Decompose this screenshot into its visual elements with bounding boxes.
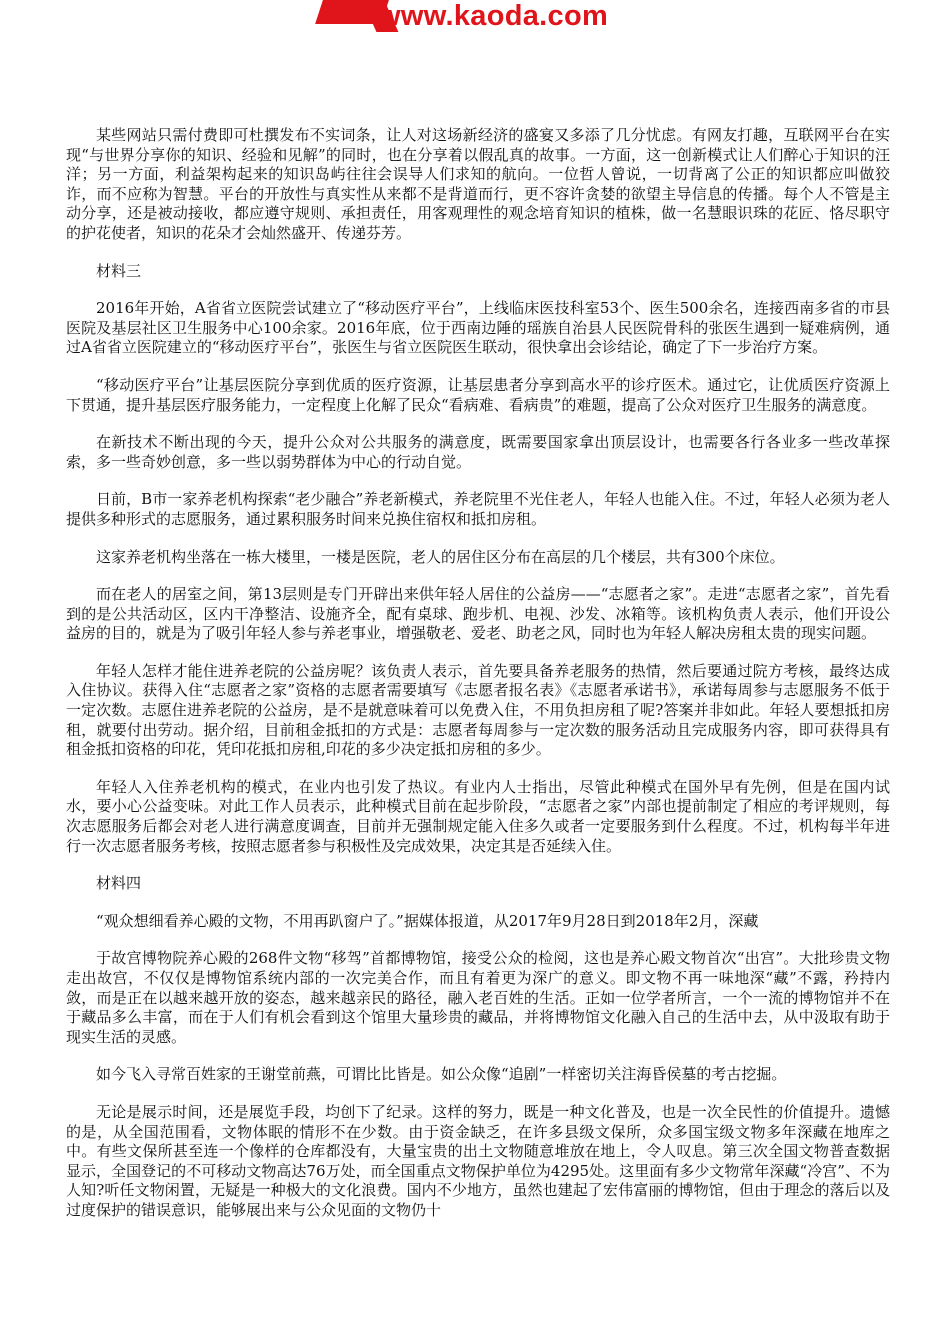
paragraph: 日前，B市一家养老机构探索“老少融合”养老新模式，养老院里不光住老人，年轻人也能入住。不过，年轻人必须为老人提供多种形式的志愿服务，通过累积服务时间来兑换住宿权和抵扣房租。 (66, 490, 890, 528)
paragraph: 无论是展示时间，还是展览手段，均创下了纪录。这样的努力，既是一种文化普及，也是一次全民性的价值提升。遗憾的是，从全国范围看，文物体眠的情形不在少数。由于资金缺乏，在许多县级文保所，众多国宝级文物多年深藏在地库之中。有些文保所甚至连一个像样的仓库都没有，大量宝贵的出土文物随意堆放在地上，令人叹息。第三次全国文物普查数据显示，全国登记的不可移动文物高达76万处，而全国重点文物保护单位为4295处。这里面有多少文物常年深藏“冷宫”、不为人知?听任文物闲置，无疑是一种极大的文化浪费。国内不少地方，虽然也建起了宏伟富丽的博物馆，但由于理念的落后以及过度保护的错误意识，能够展出来与公众见面的文物仍十 (66, 1102, 890, 1219)
paragraph: 某些网站只需付费即可杜撰发布不实词条，让人对这场新经济的盛宴又多添了几分忧虑。有网友打趣，互联网平台在实现“与世界分享你的知识、经验和见解”的同时，也在分享着以假乱真的故事。一方面，这一创新模式让人们醉心于知识的汪洋；另一方面，利益架构起来的知识岛屿往往会误导人们求知的航向。一位哲人曾说，一切背离了公正的知识都应叫做狡诈，而不应称为智慧。平台的开放性与真实性从来都不是背道而行，更不容许贪婪的欲望主导信息的传播。每个人不管是主动分享，还是被动接收，都应遵守规则、承担责任，用客观理性的观念培育知识的植株，做一名慧眼识珠的花匠、恪尽职守的护花使者，知识的花朵才会灿然盛开、传递芬芳。 (66, 126, 890, 242)
section-heading: 材料四 (96, 874, 142, 893)
paragraph: 如今飞入寻常百姓家的王谢堂前燕，可谓比比皆是。如公众像“追剧”一样密切关注海昏侯墓的考古挖掘。 (96, 1065, 787, 1084)
paragraph: 年轻人怎样才能住进养老院的公益房呢？该负责人表示，首先要具备养老服务的热情，然后要通过院方考核，最终达成入住协议。获得入住“志愿者之家”资格的志愿者需要填写《志愿者报名表》《志愿者承诺书》，承诺每周参与志愿服务不低于一定次数。志愿住进养老院的公益房，是不是就意味着可以免费入住，不用负担房租了呢?答案并非如此。年轻人要想抵扣房租，就要付出劳动。据介绍，目前租金抵扣的方式是：志愿者每周参与一定次数的服务活动且完成服务内容，即可获得具有租金抵扣资格的印花，凭印花抵扣房租,印花的多少决定抵扣房租的多少。 (66, 661, 890, 759)
site-header (310, 0, 650, 40)
paragraph: “观众想细看养心殿的文物，不用再趴窗户了。”据媒体报道，从2017年9月28日到2018年2月，深藏 (96, 911, 759, 930)
paragraph: 2016年开始，A省省立医院尝试建立了“移动医疗平台”，上线临床医技科室53个、医生500余名，连接西南多省的市县医院及基层社区卫生服务中心100余家。2016年底，位于西南边陲的瑶族自治县人民医院骨科的张医生遇到一疑难病例，通过A省省立医院建立的“移动医疗平台”，张医生与省立医院医生联动，很快拿出会诊结论，确定了下一步治疗方案。 (66, 299, 890, 357)
paragraph: 而在老人的居室之间，第13层则是专门开辟出来供年轻人居住的公益房——“志愿者之家”。走进“志愿者之家”，首先看到的是公共活动区，区内干净整洁、设施齐全，配有桌球、跑步机、电视、沙发、冰箱等。该机构负责人表示，他们开设公益房的目的，就是为了吸引年轻人参与养老事业，增强敬老、爱老、助老之风，同时也为年轻人解决房租太贵的现实问题。 (66, 585, 890, 643)
section-heading: 材料三 (96, 261, 142, 280)
paragraph: 在新技术不断出现的今天，提升公众对公共服务的满意度，既需要国家拿出顶层设计，也需要各行各业多一些改革探索，多一些奇妙创意，多一些以弱势群体为中心的行动自觉。 (66, 433, 890, 471)
paragraph: 这家养老机构坐落在一栋大楼里，一楼是医院，老人的居住区分布在高层的几个楼层，共有300个床位。 (96, 547, 785, 566)
paragraph: “移动医疗平台”让基层医院分享到优质的医疗资源，让基层患者分享到高水平的诊疗医术。通过它，让优质医疗资源上下贯通，提升基层医疗服务能力，一定程度上化解了民众“看病难、看病贵”的难题，提高了公众对医疗卫生服务的满意度。 (66, 375, 890, 414)
paragraph: 年轻人入住养老机构的模式，在业内也引发了热议。有业内人士指出，尽管此种模式在国外早有先例，但是在国内试水，要小心公益变味。对此工作人员表示，此种模式目前在起步阶段，“志愿者之家”内部也提前制定了相应的考评规则，每次志愿服务后都会对老人进行满意度调查，目前并无强制规定能入住多久或者一定要服务到什么程度。不过，机构每半年进行一次志愿者服务考核，按照志愿者参与积极性及完成效果，决定其是否延续入住。 (66, 777, 890, 855)
paragraph: 于故宫博物院养心殿的268件文物“移驾”首都博物馆，接受公众的检阅，这也是养心殿文物首次“出宫”。大批珍贵文物走出故宫，不仅仅是博物馆系统内部的一次完美合作，而且有着更为深广的意义。即文物不再一味地深“藏”不露，矜持内敛，而是正在以越来越开放的姿态，越来越亲民的路径，融入老百姓的生活。正如一位学者所言，一个一流的博物馆并不在于藏品多么丰富，而在于人们有机会看到这个馆里大量珍贵的藏品，并将博物馆文化融入自己的生活中去，从中汲取有助于现实生活的灵感。 (66, 949, 890, 1046)
document-body (66, 126, 890, 1239)
site-url[interactable]: www.kaoda.com (378, 0, 609, 32)
